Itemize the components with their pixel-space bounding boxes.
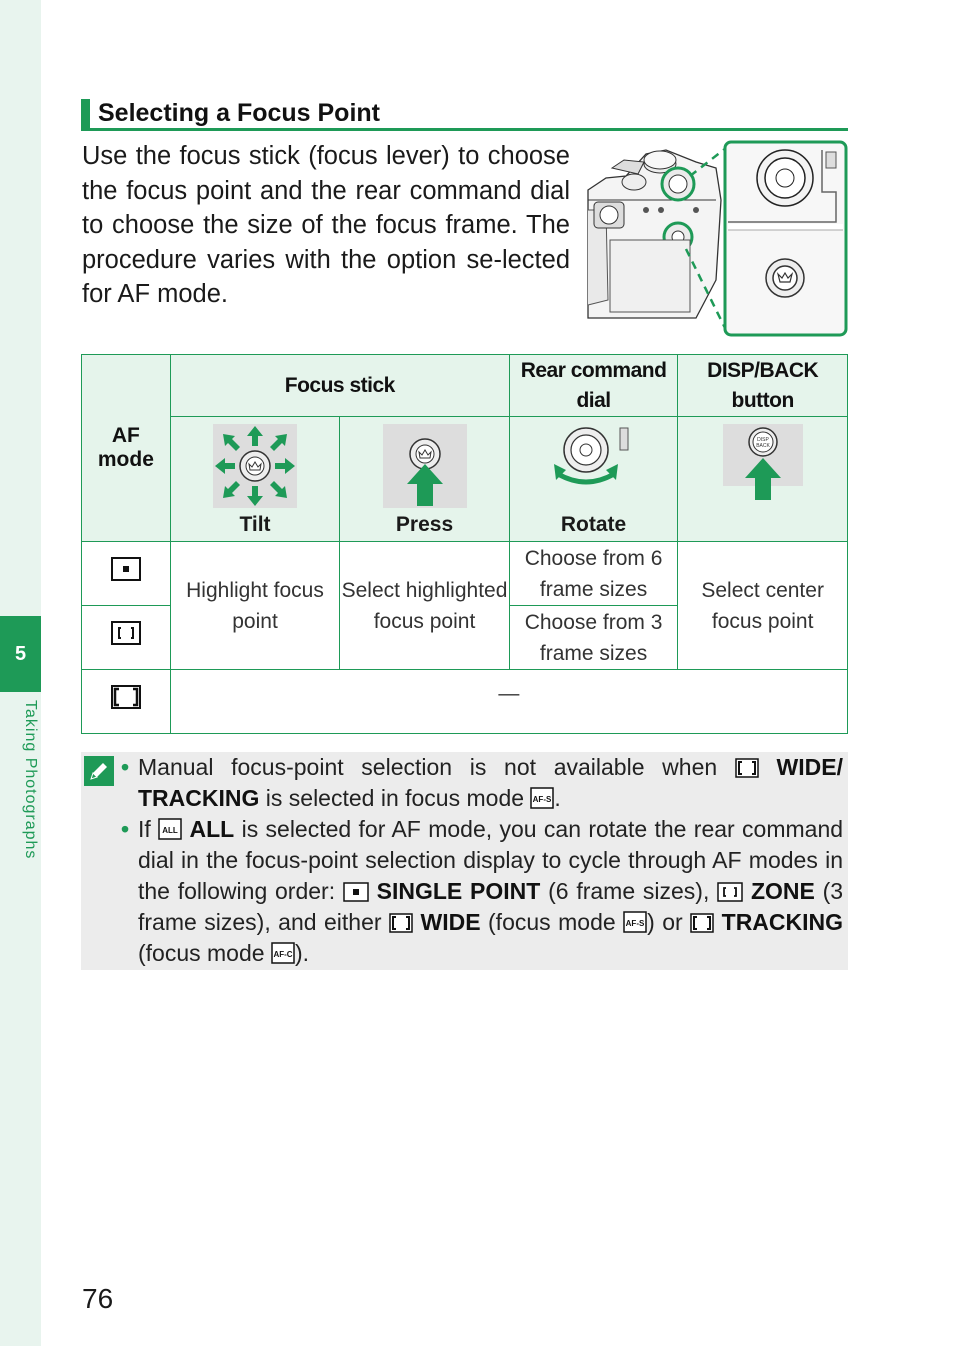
chapter-tab[interactable]	[0, 616, 41, 692]
choose-3-line1: Choose from 3	[524, 610, 663, 634]
note1-text-a: Manual focus-point selection is not available when	[138, 754, 718, 780]
page-number: 76	[82, 1283, 114, 1314]
af-s-icon	[530, 787, 554, 809]
note1-tracking: TRACKING	[138, 785, 260, 811]
af-s-icon	[623, 911, 647, 933]
zone-icon	[717, 882, 743, 902]
all-icon	[158, 818, 182, 840]
af-c-icon	[271, 942, 295, 964]
chapter-number: 5	[14, 642, 27, 665]
press-cell	[340, 417, 510, 542]
select-center-cell	[678, 542, 848, 670]
note2-text-d: (focus mode	[488, 909, 616, 935]
disp-back-header-cell	[678, 355, 848, 417]
rear-dial-rotate-icon	[552, 424, 636, 488]
zone-mode-cell	[82, 606, 171, 670]
rear-dial-header-line1: Rear command	[520, 358, 667, 382]
camera-illustration	[586, 140, 848, 338]
focus-stick-tilt-icon	[213, 424, 297, 508]
choose-3-line2: frame sizes	[539, 641, 648, 665]
note1-text-b: is selected in focus mode	[265, 785, 525, 811]
single-point-mode-cell	[82, 542, 171, 606]
select-highlighted-line2: focus point	[373, 609, 476, 633]
rotate-label: Rotate	[560, 513, 627, 536]
highlight-focus-line1: Highlight focus	[186, 578, 324, 602]
section-title: Selecting a Focus Point	[98, 99, 380, 127]
not-applicable-dash: —	[498, 682, 520, 705]
disp-back-button-icon	[723, 424, 803, 500]
section-heading	[81, 99, 848, 131]
note2-text-a: is selected for AF mode, you can rotate the rear command dial in the focus-point selection display to cycle through AF modes in the following order:	[138, 816, 844, 904]
disp-back-header-line2: button	[731, 388, 794, 412]
tracking-icon	[690, 913, 714, 933]
single-point-icon	[110, 556, 142, 582]
note2-all: ALL	[189, 816, 235, 842]
intro-paragraph: Use the focus stick (focus lever) to choose the focus point and the rear command dial to choose the size of the focus frame. The procedure varies with the option se-lected for AF mode.	[82, 142, 570, 308]
zone-icon	[110, 620, 142, 646]
highlight-focus-line2: point	[232, 609, 278, 633]
note2-if: If	[138, 816, 151, 842]
svg-text:ALL: ALL	[162, 826, 178, 835]
note-item: • Manual focus-point selection is not available when WIDE/ TRACKING is selected in focus mode AF-S .	[121, 754, 843, 811]
disp-back-icon-cell	[678, 417, 848, 542]
choose-6-sizes-cell	[509, 542, 678, 606]
note2-text-b: (6 frame sizes),	[548, 878, 710, 904]
svg-text:AF-C: AF-C	[273, 950, 293, 959]
wide-tracking-na-cell	[170, 670, 847, 734]
choose-3-sizes-cell	[509, 606, 678, 670]
tilt-label: Tilt	[239, 513, 271, 536]
wide-tracking-mode-cell	[82, 670, 171, 734]
af-mode-header: AF mode	[97, 424, 154, 471]
focus-stick-header: Focus stick	[284, 373, 395, 397]
disp-icon-line1: DISP	[756, 437, 769, 443]
select-center-line2: focus point	[711, 609, 814, 633]
rear-dial-header-cell	[509, 355, 678, 417]
svg-text:AF-S: AF-S	[533, 795, 552, 804]
note2-text-f: (focus mode	[138, 940, 265, 966]
choose-6-line2: frame sizes	[539, 577, 648, 601]
af-mode-header-cell	[82, 355, 171, 542]
rear-dial-header-line2: dial	[576, 388, 611, 412]
wide-tracking-icon	[110, 684, 142, 710]
press-label: Press	[395, 513, 454, 536]
wide-icon	[389, 913, 413, 933]
focus-stick-press-icon	[383, 424, 467, 508]
note2-wide: WIDE	[420, 909, 481, 935]
select-highlighted-cell	[340, 542, 510, 670]
highlight-focus-point-cell	[170, 542, 339, 670]
chapter-label: Taking Photographs	[22, 700, 39, 860]
note-pencil-icon	[83, 755, 115, 787]
disp-icon-line2: BACK	[755, 443, 770, 449]
note2-tracking: TRACKING	[721, 909, 844, 935]
note2-text-g: ).	[294, 940, 310, 966]
note2-single-point: SINGLE POINT	[376, 878, 541, 904]
svg-text:AF-S: AF-S	[625, 919, 645, 928]
note1-text-c: .	[554, 785, 561, 811]
af-mode-table	[81, 354, 848, 734]
choose-6-line1: Choose from 6	[524, 546, 663, 570]
note2-text-c: (3 frame sizes), and either	[138, 878, 844, 935]
select-highlighted-line1: Select highlighted	[341, 578, 508, 602]
note-box	[81, 752, 848, 970]
note2-text-e: ) or	[647, 909, 683, 935]
note-list	[121, 752, 843, 969]
disp-back-header-line1: DISP/BACK	[707, 358, 819, 382]
note2-zone: ZONE	[750, 878, 815, 904]
tilt-cell	[170, 417, 339, 542]
note1-wide: WIDE/	[776, 754, 843, 780]
focus-stick-header-cell	[170, 355, 509, 417]
wide-tracking-icon	[735, 758, 759, 778]
single-point-icon	[343, 882, 369, 902]
note-item: • If ALL ALL is selected for AF mode, you can rotate the rear command dial in the focus-point selection display to cycle through AF modes in the following order: SINGLE POINT (6 frame sizes), ZONE (3 frame sizes), and either WIDE (focus mode AF-S ) or TRACKING (focus mode AF-C ).	[121, 816, 844, 966]
rotate-cell	[509, 417, 678, 542]
select-center-line1: Select center	[701, 578, 824, 602]
